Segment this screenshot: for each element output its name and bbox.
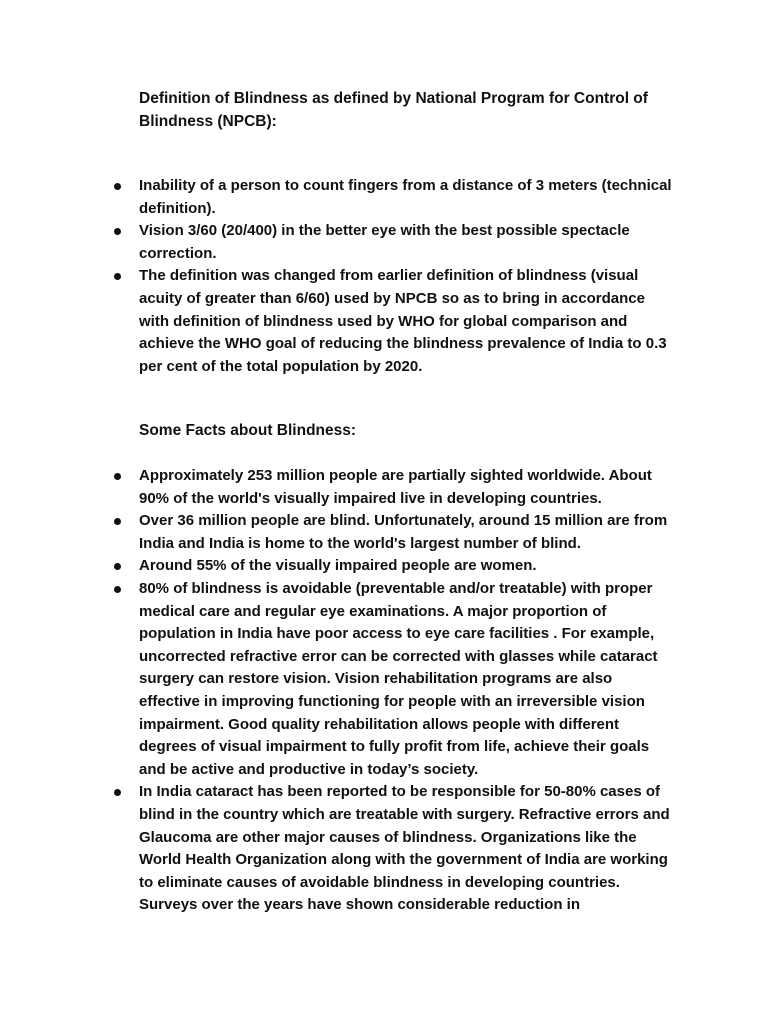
section-title-facts: Some Facts about Blindness: (139, 422, 357, 439)
bullet-icon (114, 563, 121, 570)
bullet-icon (114, 789, 121, 796)
bullet-icon (114, 228, 121, 235)
list-item (139, 578, 674, 781)
bullet-icon (114, 183, 121, 190)
bullet-icon (114, 518, 121, 525)
bullet-icon (114, 273, 121, 280)
list-item (139, 555, 674, 578)
list-item (139, 175, 674, 220)
bullet-icon (114, 586, 121, 593)
list-item-text: Over 36 million people are blind. Unfortunately, around 15 million are from India and India is home to the world's largest number of blind. (139, 512, 668, 552)
facts-bullet-list (139, 465, 674, 917)
list-item (139, 510, 674, 555)
bullet-icon (114, 473, 121, 480)
list-item-text: In India cataract has been reported to be responsible for 50-80% cases of blind in the country which are treatable with surgery. Refractive errors and Glaucoma are other major causes of blindness. Organizations like the World Health Organization along with the government of India are working to eliminate causes of avoidable blindness in developing countries. Surveys over the years have shown considerable reduction in (139, 783, 670, 914)
list-item-text: Around 55% of the visually impaired people are women. (139, 557, 537, 575)
list-item-text: The definition was changed from earlier definition of blindness (visual acuity of greater than 6/60) used by NPCB so as to bring in accordance with definition of blindness used by WHO for global comparison and achieve the WHO goal of reducing the blindness prevalence of India to 0.3 per cent of the total population by 2020. (139, 267, 667, 375)
list-item-text: 80% of blindness is avoidable (preventable and/or treatable) with proper medical care and regular eye examinations. A major proportion of population in India have poor access to eye care facilities . For example, uncorrected refractive error can be corrected with glasses while cataract surgery can restore vision. Vision rehabilitation programs are also effective in improving functioning for people with an irreversible vision impairment. Good quality rehabilitation allows people with different degrees of visual impairment to fully profit from life, achieve their goals and be active and productive in today’s society. (139, 579, 658, 778)
definition-bullet-list (139, 175, 674, 378)
list-item (139, 220, 674, 265)
list-item-text: Approximately 253 million people are partially sighted worldwide. About 90% of the world's visually impaired live in developing countries. (139, 467, 652, 507)
list-item-text: Vision 3/60 (20/400) in the better eye with the best possible spectacle correction. (139, 222, 630, 262)
list-item (139, 265, 674, 378)
list-item (139, 465, 674, 510)
section-title-npcb-definition: Definition of Blindness as defined by National Program for Control of Blindness (NPCB): (139, 90, 648, 130)
list-item (139, 781, 674, 917)
list-item-text: Inability of a person to count fingers from a distance of 3 meters (technical definition). (139, 177, 672, 217)
